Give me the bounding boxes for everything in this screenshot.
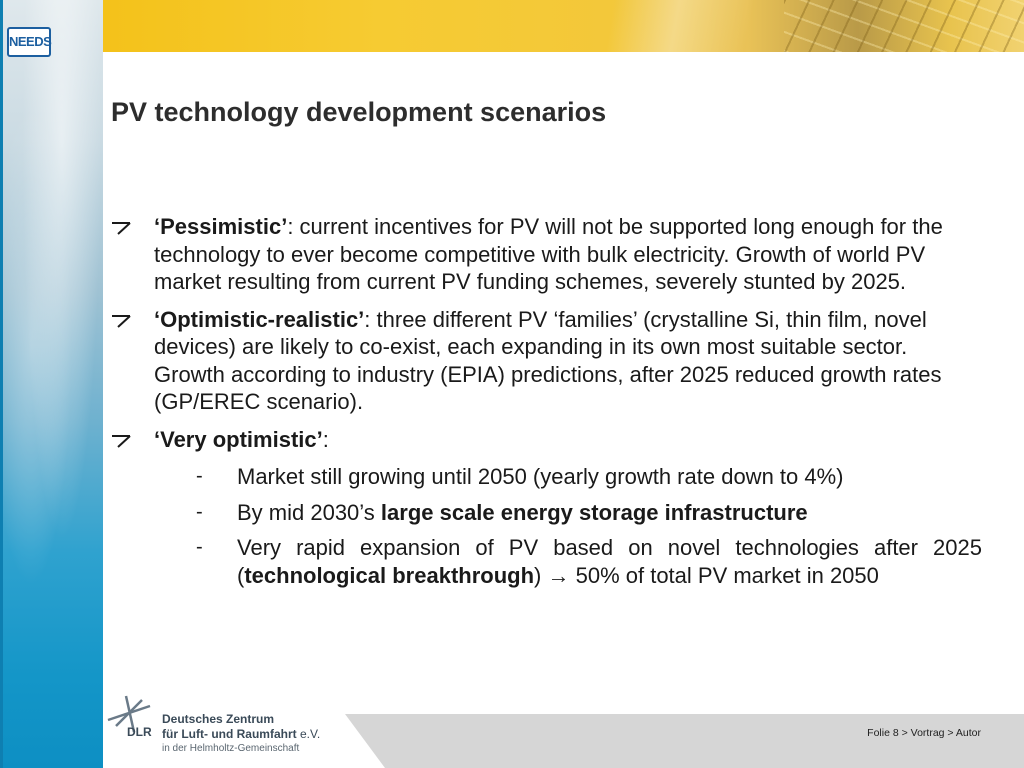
solar-panels-image xyxy=(784,0,1024,52)
dash-marker: - xyxy=(196,536,203,558)
sub-bullet-market-growth xyxy=(110,463,982,491)
arrow-bullet-icon xyxy=(110,314,134,328)
sub-bullet-text: By mid 2030’s xyxy=(237,499,381,525)
bullet-text: : xyxy=(322,426,329,452)
sub-bullet-bold: technological breakthrough xyxy=(244,562,535,588)
org-name-line2-text: für Luft- und Raumfahrt xyxy=(162,727,297,741)
dash-marker: - xyxy=(196,500,203,523)
bullet-label: ‘Optimistic-realistic’ xyxy=(154,306,365,332)
needs-logo: NEEDS xyxy=(7,27,51,57)
footer-bar xyxy=(345,714,1024,768)
left-edge-stripe xyxy=(0,0,3,768)
org-name-line3: in der Helmholtz-Gemeinschaft xyxy=(162,743,300,754)
bullet-label: ‘Very optimistic’ xyxy=(154,426,323,452)
slide-title: PV technology development scenarios xyxy=(111,97,607,127)
sub-bullet-text: Very rapid expansion of PV based on novel technologies after 2025 ( xyxy=(237,535,982,588)
dlr-abbreviation: DLR xyxy=(127,725,152,739)
right-arrow-icon: → xyxy=(547,562,570,588)
dash-marker: - xyxy=(196,465,203,487)
sub-bullet-bold: large scale energy storage infrastructure xyxy=(380,499,808,525)
sub-bullet-storage xyxy=(110,499,982,527)
sub-bullet-breakthrough xyxy=(110,534,982,589)
sub-bullet-text-end: 50% of total PV market in 2050 xyxy=(569,562,879,588)
sub-bullet-text: Market still growing until 2050 (yearly growth rate down to 4%) xyxy=(237,464,844,489)
top-solar-banner xyxy=(103,0,1024,52)
bullet-text: : current incentives for PV will not be supported long enough for the technology to ever become competitive with bulk electricity. Growth of world PV market resulting from current PV funding schemes, severely stunted by 2025. xyxy=(154,214,943,294)
org-name-line1: Deutsches Zentrum xyxy=(162,712,275,726)
org-ev: e.V. xyxy=(296,727,321,741)
org-name-line2 xyxy=(162,727,320,741)
bullet-optimistic-realistic xyxy=(110,306,982,416)
arrow-bullet-icon xyxy=(110,434,134,448)
sub-bullet-text-post: ) xyxy=(534,562,548,588)
arrow-bullet-icon xyxy=(110,221,134,235)
slide-reference: Folie 8 > Vortrag > Autor xyxy=(867,727,981,739)
bullet-text: : three different PV ‘families’ (crystalline Si, thin film, novel devices) are likely to co-exist, each expanding in its own most suitable sector. Growth according to industry (EPIA) predictions, after 2025 reduced growth rates (GP/EREC scenario). xyxy=(154,306,942,414)
bullet-very-optimistic xyxy=(110,426,982,454)
slide-content xyxy=(110,213,982,589)
left-decorative-band xyxy=(0,0,103,768)
bullet-label: ‘Pessimistic’ xyxy=(154,214,288,239)
bullet-pessimistic xyxy=(110,213,982,296)
